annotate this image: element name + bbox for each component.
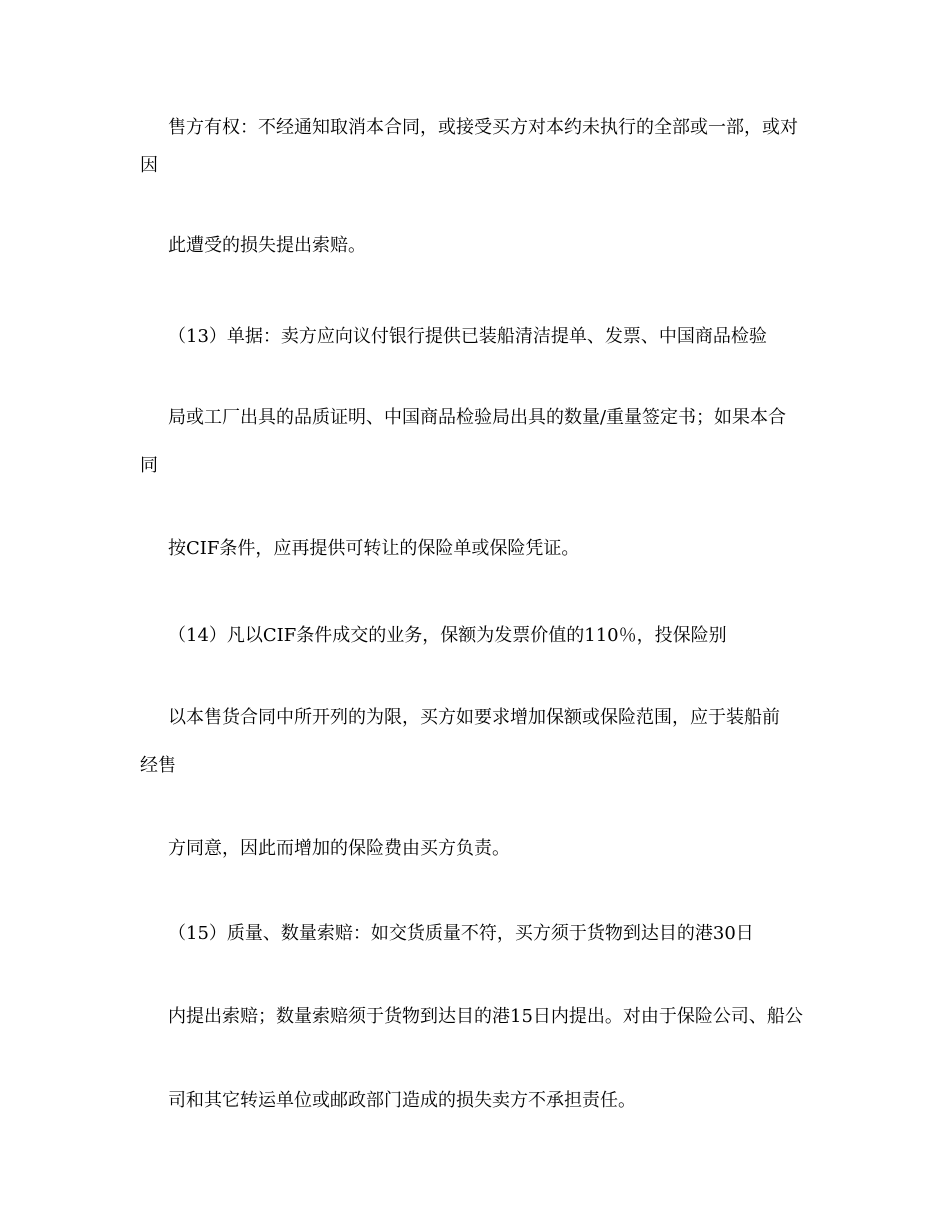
paragraph-line: （13）单据：卖方应向议付银行提供已装船清洁提单、发票、中国商品检验 <box>168 326 767 347</box>
paragraph-line: 经售 <box>140 755 176 776</box>
paragraph-line: 同 <box>140 455 158 476</box>
paragraph-line: 以本售货合同中所开列的为限，买方如要求增加保额或保险范围，应于装船前 <box>168 707 780 728</box>
paragraph-line: 司和其它转运单位或邮政部门造成的损失卖方不承担责任。 <box>168 1090 636 1111</box>
paragraph-line: （15）质量、数量索赔：如交货质量不符，买方须于货物到达目的港30日 <box>168 923 754 944</box>
paragraph-line: 售方有权：不经通知取消本合同，或接受买方对本约未执行的全部或一部，或对 <box>168 117 798 138</box>
paragraph-line: 按CIF条件，应再提供可转让的保险单或保险凭证。 <box>168 538 580 559</box>
paragraph-line: 此遭受的损失提出索赔。 <box>168 235 366 256</box>
paragraph-line: （14）凡以CIF条件成交的业务，保额为发票价值的110％，投保险别 <box>168 625 727 646</box>
paragraph-line: 局或工厂出具的品质证明、中国商品检验局出具的数量/重量签定书；如果本合 <box>168 407 787 428</box>
paragraph-line: 内提出索赔；数量索赔须于货物到达目的港15日内提出。对由于保险公司、船公 <box>168 1006 803 1027</box>
paragraph-line: 因 <box>140 155 158 176</box>
paragraph-line: 方同意，因此而增加的保险费由买方负责。 <box>168 838 510 859</box>
